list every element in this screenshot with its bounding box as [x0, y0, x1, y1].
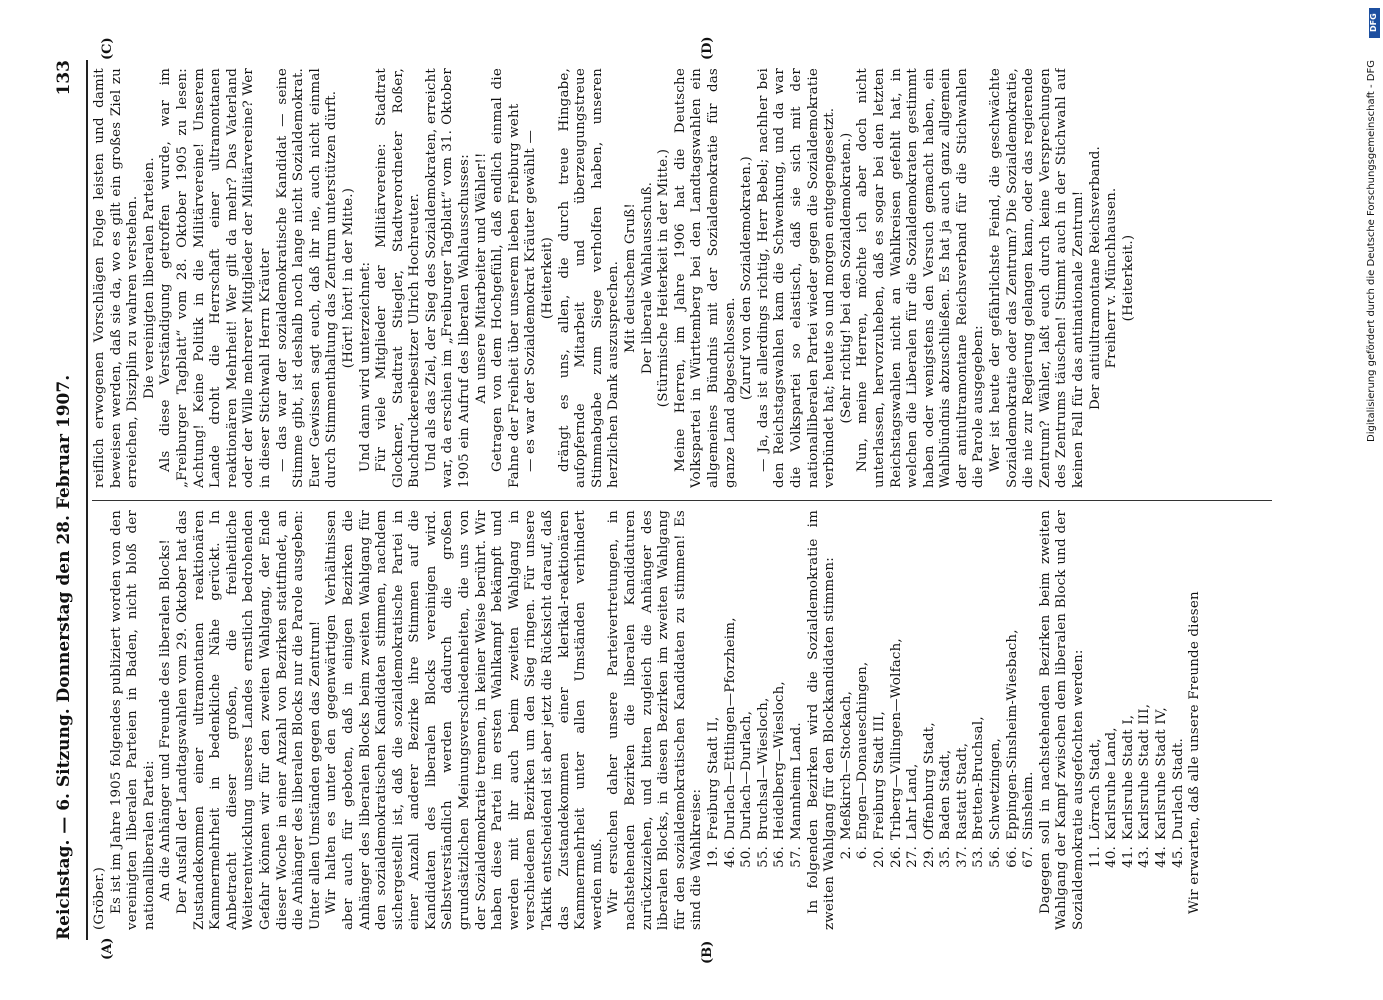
- interjection: (Zuruf von den Sozialdemokraten.): [739, 156, 755, 400]
- list-item: 37.Rastatt Stadt,: [954, 742, 970, 868]
- paragraph: Für viele Mitglieder der Militärvereine: Stadtrat Glockner, Stadtrat Stiegler, Stadtverordneter Roßer, Buchdruckereibesitzer Ulrich Hochreuter.: [374, 68, 423, 488]
- speaker-label: (Gröber.): [92, 866, 107, 930]
- paragraph: — das war der sozialdemokratische Kandidat — seine Stimme gibt, ist deshalb noch lange nicht Sozialdemokrat. Euer Gewissen sagt euch, daß ihr nie, auch nicht einmal durch Stimmenthaltung das Zentrum unterstützen dürft.: [274, 68, 340, 488]
- column-divider: [92, 500, 1272, 501]
- page-number: 133: [54, 60, 74, 96]
- list-item: 26.Triberg—Villingen—Wolfach,: [888, 638, 904, 868]
- list-item: 56.Heidelberg—Wiesloch,: [772, 681, 788, 868]
- list-item: 6.Engen—Donaueschingen,: [855, 661, 871, 860]
- list-item: 35.Baden Stadt,: [938, 749, 954, 868]
- list-item: 41.Karlsruhe Stadt I,: [1120, 714, 1136, 868]
- margin-marker-d: (D): [700, 36, 715, 60]
- dfg-logo: DFG: [1369, 8, 1380, 38]
- list-item: 53.Bretten-Bruchsal,: [971, 716, 987, 868]
- quote-heading: An unsere Mitarbeiter und Wähler!!: [473, 152, 489, 404]
- paragraph: — Ja, das ist allerdings richtig, Herr Bebel; nachher bei den Reichstagswahlen kam die Schwenkung, und da war die Volkspartei so elastisch, daß sie sich mit der nationalliberalen Partei wieder gegen die Sozialdemokratie verbündet hat; heute so und morgen entgegengesetzt.: [755, 68, 838, 488]
- paragraph: drängt es uns, allen, die durch treue Hingabe, aufopfernde Mitarbeit und überzeugungstreue Stimmabgabe zum Siege verholfen haben, unseren herzlichen Dank auszusprechen.: [556, 68, 622, 488]
- closing-line: Mit deutschem Gruß!: [623, 203, 638, 353]
- right-column: [92, 68, 1272, 488]
- paragraph: reiflich erwogenen Vorschlägen Folge leisten und damit beweisen werden, daß sie da, wo es gilt ein großes Ziel zu erreichen, Disziplin zu wahren verstehen.: [92, 68, 141, 488]
- list-item: 56.Schwetzingen,: [988, 737, 1004, 868]
- interjection: (Hört! hört! in der Mitte.): [340, 187, 356, 369]
- paragraph: Wir halten es unter den gegenwärtigen Verhältnissen aber auch für geboten, daß in einigen Bezirken die Anhänger des liberalen Blocks beim zweiten Wahlgang für den sozialdemokratischen Kandidaten stimmen, nachdem sichergestellt ist, daß die sozialdemokratische Partei in einer Anzahl anderer Bezirke ihre Stimmen auf die Kandidaten des liberalen Blocks vereinigen wird. Selbstverständlich werden dadurch die großen grundsätzlichen Meinungsverschiedenheiten, die uns von der Sozialdemokratie trennen, in keiner Weise berührt. Wir haben diese Partei im ersten Wahlkampf bekämpft und werden mit ihr auch beim zweiten Wahlgang in verschiedenen Bezirken um den Sieg ringen. Für unsere Taktik entscheidend ist aber jetzt die Rücksicht darauf, daß das Zustandekommen einer klerikal-reaktionären Kammermehrheit unter allen Umständen verhindert werden muß.: [324, 510, 605, 930]
- paragraph: Wir ersuchen daher unsere Parteivertretungen, in nachstehenden Bezirken die liberalen Kandidaturen zurückzuziehen, und bitten zugleich die Anhänger des liberalen Blocks, in diesen Bezirken im zweiten Wahlgang für den sozialdemokratischen Kandidaten zu stimmen! Es sind die Wahlkreise:: [606, 510, 705, 930]
- header-rule: [86, 60, 88, 940]
- margin-marker-b: (B): [700, 940, 715, 964]
- paragraph: Der Ausfall der Landtagswahlen vom 29. Oktober hat das Zustandekommen einer ultramontanen reaktionären Kammermehrheit in bedenkliche Nähe gerückt. In Anbetracht dieser großen, die freiheitliche Weiterentwicklung unseres Landes ernstlich bedrohenden Gefahr können wir für den zweiten Wahlgang, der Ende dieser Woche in einer Anzahl von Bezirken stattfindet, an die Anhänger des liberalen Blocks nur die Parole ausgeben: Unter allen Umständen gegen das Zentrum!: [174, 510, 323, 930]
- list-item: 67.Sinsheim.: [1021, 771, 1037, 868]
- paragraph: Wer ist heute der gefährlichste Feind, die geschwächte Sozialdemokratie oder das Zentrum? Die Sozialdemokratie, die nie zur Regierung gelangen kann, oder das regierende Zentrum? Wähler, laßt euch durch keine Versprechungen des Zentrums täuschen! Stimmt auch in der Stichwahl auf keinen Fall für das antinationale Zentrum!: [988, 68, 1087, 488]
- paragraph: — es war der Sozialdemokrat Kräuter gewählt —: [523, 129, 539, 472]
- list-item: 20.Freiburg Stadt III,: [871, 711, 887, 868]
- paragraph: Dagegen soll in nachstehenden Bezirken beim zweiten Wahlgang der Kampf zwischen dem liberalen Block und der Sozialdemokratie ausgefochten werden:: [1037, 510, 1087, 930]
- list-item: 44.Karlsruhe Stadt IV,: [1154, 707, 1169, 868]
- district-list-1: [706, 510, 806, 930]
- signature-line: Der antiultramontane Reichsverband.: [1087, 146, 1103, 410]
- interjection: (Sehr richtig! bei den Sozialdemokraten.): [838, 132, 854, 424]
- paragraph: Nun, meine Herren, möchte ich aber doch nicht unterlassen, hervorzuheben, daß es sogar bei den letzten Reichstagswahlen nicht an Wahlkreisen gefehlt hat, in welchen die Liberalen für die Sozialdemokraten gestimmt haben oder wenigstens den Versuch gemacht haben, ein Wahlbündnis abzuschließen. Es hat ja auch ganz allgemein der antiultramontane Reichsverband für die Stichwahlen die Parole ausgegeben:: [855, 68, 987, 488]
- paragraph: Wir erwarten, daß alle unsere Freunde diesen: [1187, 591, 1203, 914]
- paragraph: Meine Herren, im Jahre 1906 hat die Deutsche Volkspartei in Württemberg bei den Landtagswahlen ein allgemeines Bündnis mit der Sozialdemokratie für das ganze Land abgeschlossen.: [672, 68, 738, 488]
- signature-line: Die vereinigten liberalen Parteien.: [141, 157, 157, 399]
- paragraph: In folgenden Bezirken wird die Sozialdemokratie im zweiten Wahlgang für den Blockkandidaten stimmen:: [805, 510, 838, 930]
- interjection: (Heiterkeit): [540, 236, 556, 320]
- list-item: 55.Bruchsal—Wiesloch,: [755, 697, 771, 868]
- running-head: Reichstag. — 6. Sitzung. Donnerstag den 28. Februar 1907.: [54, 374, 74, 940]
- left-column: [92, 510, 1272, 930]
- list-item: 19.Freiburg Stadt II,: [705, 716, 721, 868]
- list-item: 29.Offenburg Stadt,: [921, 722, 937, 868]
- list-item: 40.Karlsruhe Land,: [1104, 727, 1120, 868]
- paragraph: Und als das Ziel, der Sieg des Sozialdemokraten, erreicht war, da erschien im „Freiburger Tagblatt“ vom 31. Oktober 1905 ein Aufruf des liberalen Wahlausschusses:: [423, 68, 473, 488]
- signature-line: Freiherr v. Münchhausen.: [1104, 187, 1120, 369]
- page-header: [54, 60, 84, 940]
- paragraph: Es ist im Jahre 1905 folgendes publiziert worden von den vereinigten liberalen Parteien in Baden, nicht bloß der nationalliberalen Partei:: [108, 510, 157, 930]
- interjection: (Heiterkeit.): [1120, 234, 1136, 322]
- district-list-3: [1088, 510, 1188, 930]
- list-item: 45.Durlach Stadt.: [1170, 738, 1186, 868]
- list-item: 43.Karlsruhe Stadt III,: [1137, 703, 1153, 868]
- quote-heading: An die Anhänger und Freunde des liberalen Blocks!: [158, 539, 174, 901]
- list-item: 46.Durlach—Ettlingen—Pforzheim,: [722, 617, 738, 868]
- interjection: (Stürmische Heiterkeit in der Mitte.): [656, 148, 672, 408]
- list-item: 2.Meßkirch—Stockach,: [838, 690, 854, 860]
- list-item: 66.Eppingen-Sinsheim-Wiesbach,: [1004, 629, 1020, 868]
- list-item: 11.Lörrach Stadt,: [1087, 738, 1103, 868]
- paragraph: Und dann wird unterzeichnet:: [357, 261, 373, 472]
- list-item: 27.Lahr Land,: [905, 763, 921, 868]
- district-list-2: [839, 510, 1038, 930]
- digitization-credit: Digitalisierung gefördert durch die Deutsche Forschungsgemeinschaft - DFG: [1366, 59, 1377, 442]
- signature-line: Der liberale Wahlausschuß.: [639, 181, 655, 375]
- paragraph: Als diese Verständigung getroffen wurde, war im „Freiburger Tagblatt“ vom 28. Oktober 1905 zu lesen: Achtung! Keine Politik in die Militärvereine! Unserem Lande droht die Herrschaft einer ultramontanen reaktionären Mehrheit! Wer gilt da mehr? Das Vaterland oder der Wille mehrerer Mitglieder der Militärvereine? Wer in dieser Stichwahl Herrn Kräuter: [158, 68, 273, 488]
- margin-marker-a: (A): [100, 937, 115, 960]
- list-item: 57.Mannheim Land.: [788, 722, 804, 868]
- margin-marker-c: (C): [100, 37, 115, 60]
- list-item: 50.Durlach—Durlach,: [739, 710, 755, 868]
- paragraph: Getragen von dem Hochgefühl, daß endlich einmal die Fahne der Freiheit über unserem lieben Freiburg weht: [490, 68, 522, 488]
